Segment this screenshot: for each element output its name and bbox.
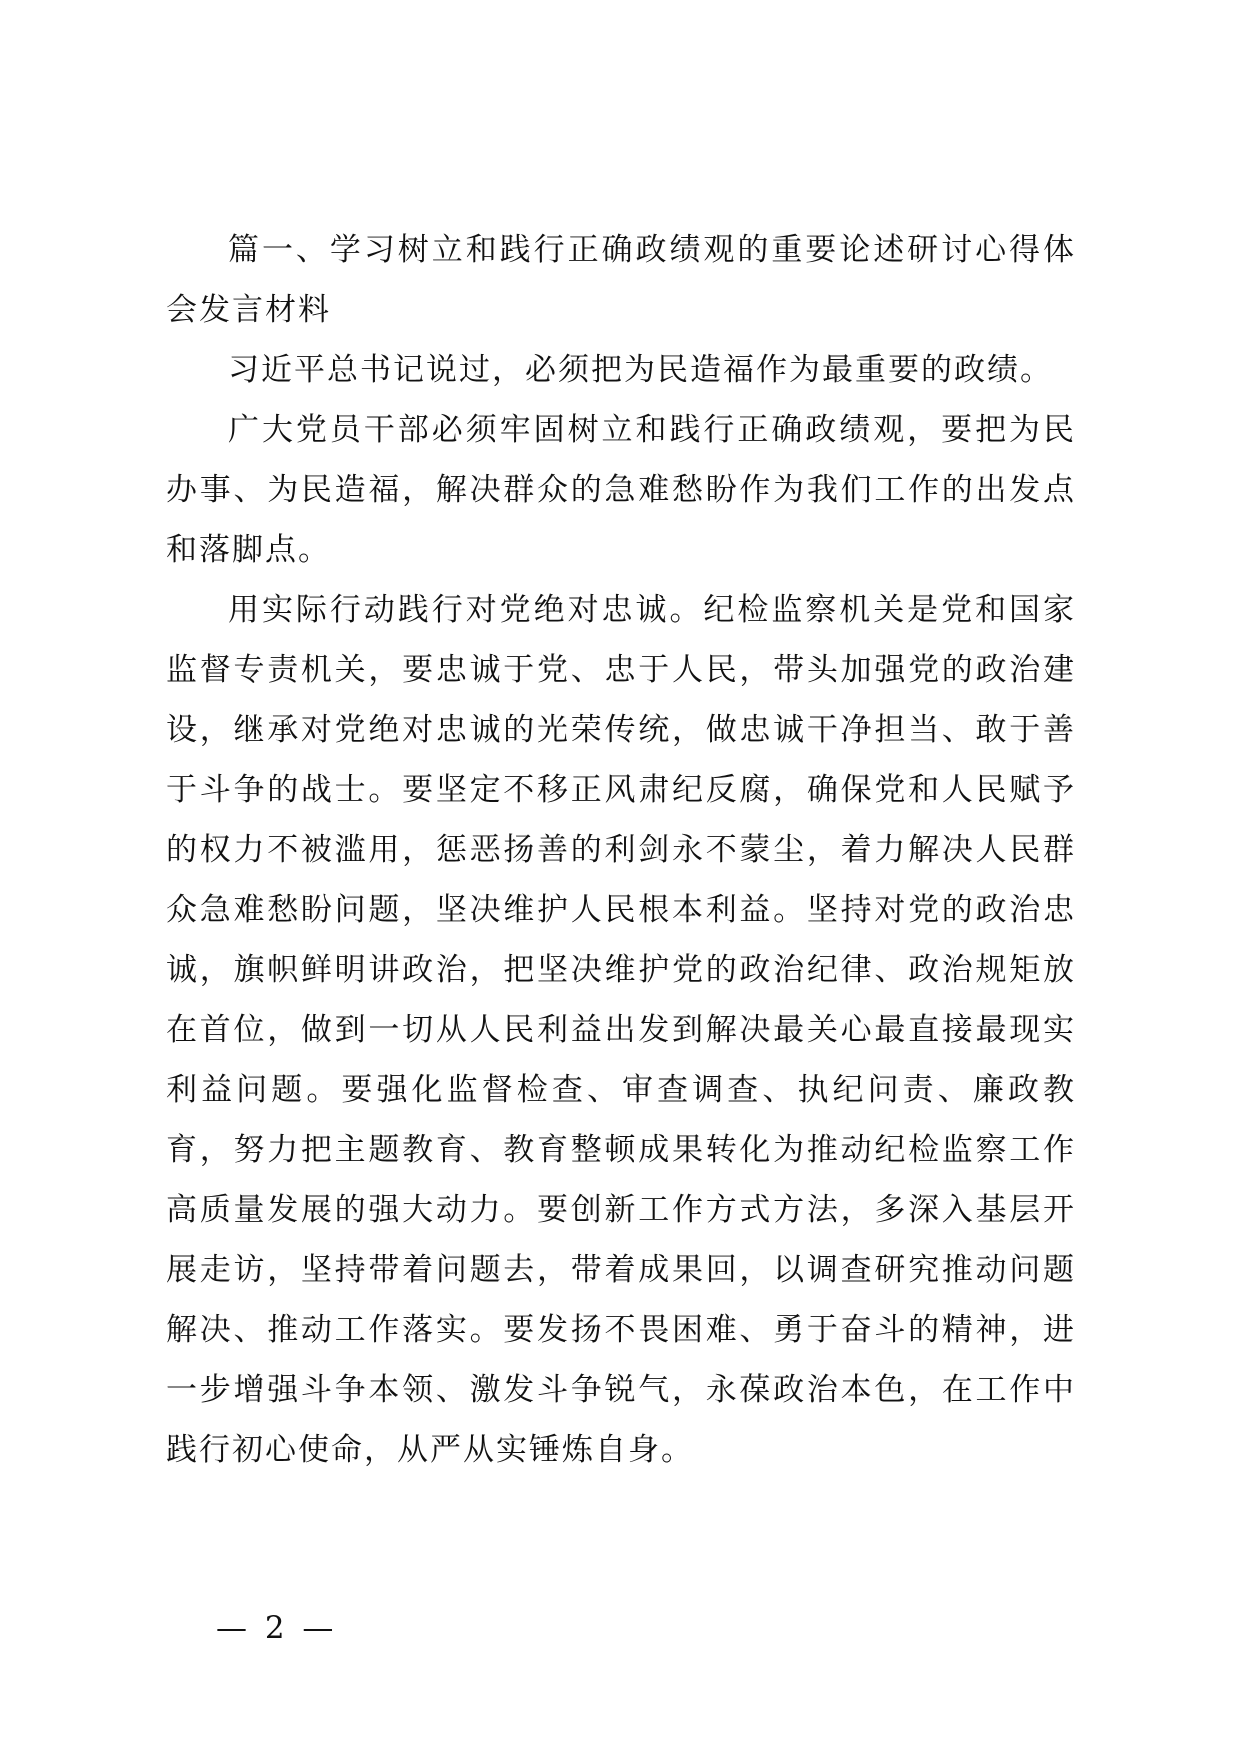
document-heading: 篇一、学习树立和践行正确政绩观的重要论述研讨心得体会发言材料 xyxy=(166,232,1076,328)
paragraph-main: 用实际行动践行对党绝对忠诚。纪检监察机关是党和国家监督专责机关，要忠诚于党、忠于人民，带头加强党的政治建设，继承对党绝对忠诚的光荣传统，做忠诚干净担当、敢于善于斗争的战士。要坚定不移正风肃纪反腐，确保党和人民赋予的权力不被滥用，惩恶扬善的利剑永不蒙尘，着力解决人民群众急难愁盼问题，坚决维护人民根本利益。坚持对党的政治忠诚，旗帜鲜明讲政治，把坚决维护党的政治纪律、政治规矩放在首位，做到一切从人民利益出发到解决最关心最直接最现实利益问题。要强化监督检查、审查调查、执纪问责、廉政教育，努力把主题教育、教育整顿成果转化为推动纪检监察工作高质量发展的强大动力。要创新工作方式方法，多深入基层开展走访，坚持带着问题去，带着成果回，以调查研究推动问题解决、推动工作落实。要发扬不畏困难、勇于奋斗的精神，进一步增强斗争本领、激发斗争锐气，永葆政治本色，在工作中践行初心使命，从严从实锤炼自身。 xyxy=(166,592,1076,1468)
page-number: — 2 — xyxy=(216,1610,338,1646)
paragraph-intro: 广大党员干部必须牢固树立和践行正确政绩观，要把为民办事、为民造福，解决群众的急难愁盼作为我们工作的出发点和落脚点。 xyxy=(166,412,1076,568)
document-body xyxy=(166,220,1076,1480)
paragraph-quote: 习近平总书记说过，必须把为民造福作为最重要的政绩。 xyxy=(228,352,1053,388)
